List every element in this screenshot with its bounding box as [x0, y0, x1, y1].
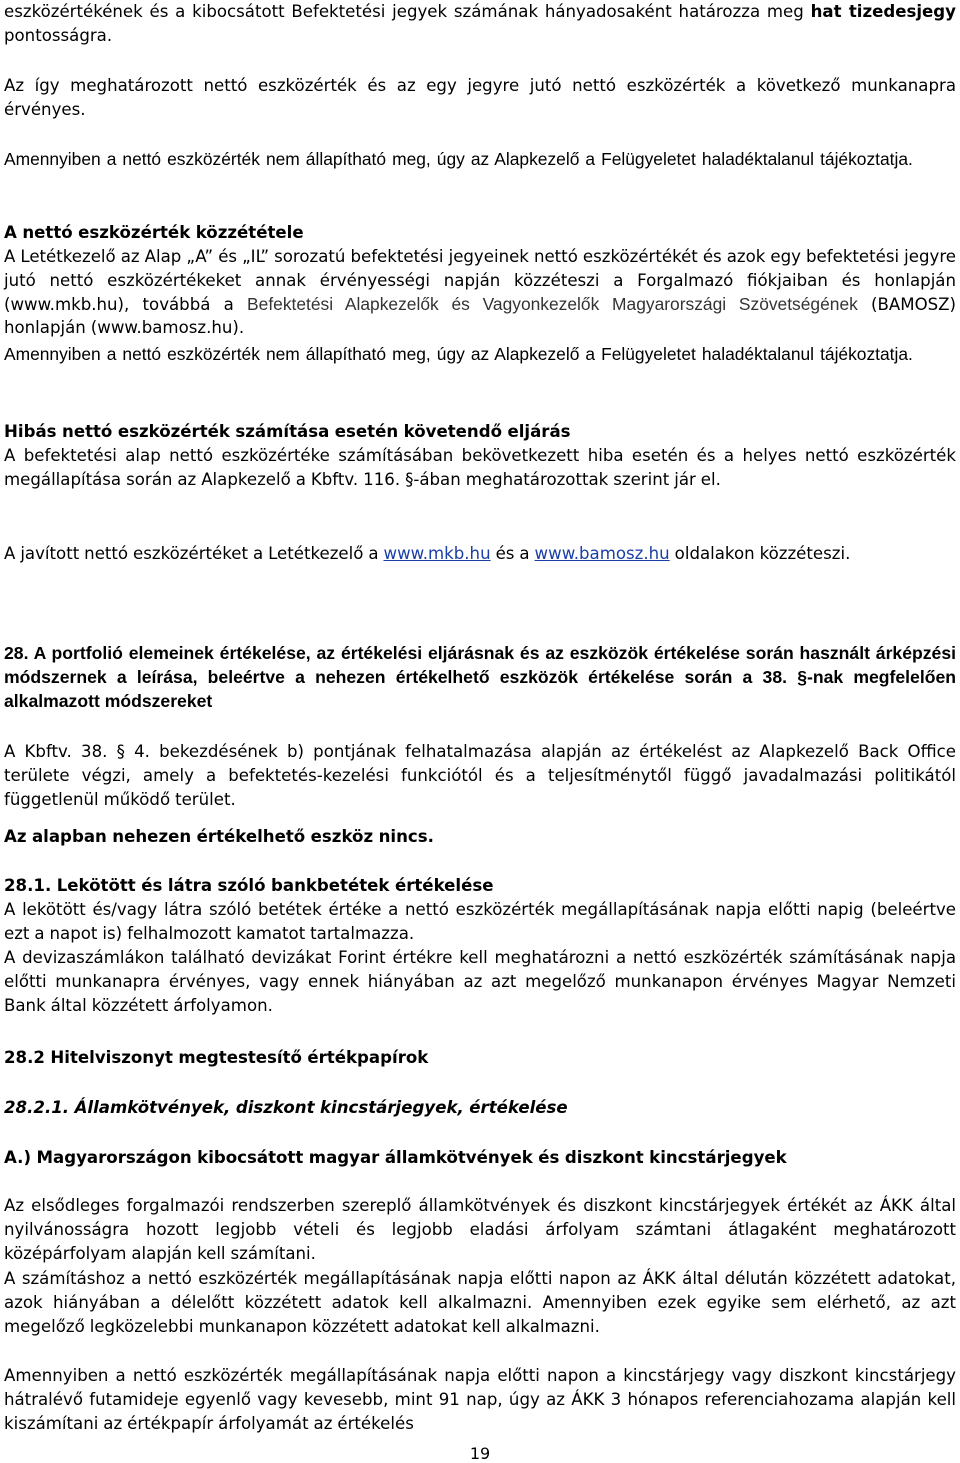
- paragraph-nav-calculation: [4, 0, 956, 48]
- heading-nav-publication: A nettó eszközérték közzététele: [4, 223, 304, 242]
- heading-section-28: 28. A portfolió elemeinek értékelése, az értékelési eljárásnak és az eszközök értékelése során használt árképzési módszernek a leírása, beleértve a nehezen értékelhető eszközök értékelése során a 38. §-nak megfelelően alkalmazott módszereket: [4, 643, 956, 711]
- heading-section-28-1: 28.1. Lekötött és látra szóló bankbetétek értékelése: [4, 876, 494, 895]
- bamosz-link[interactable]: www.bamosz.hu: [534, 544, 670, 563]
- paragraph-text: A javított nettó eszközértéket a Letétkezelő a: [4, 544, 384, 563]
- association-name: Befektetési Alapkezelők és Vagyonkezelők Magyarországi Szövetségének: [247, 293, 858, 314]
- paragraph-text: és a: [490, 544, 535, 563]
- paragraph-short-maturity: Amennyiben a nettó eszközérték megállapításának napja előtti napon a kincstárjegy vagy diszkont kincstárjegy hátralévő futamideje egyenlő vagy kevesebb, mint 91 nap, úgy az ÁKK 3 hónapos referenciahozama alapján kell kiszámítani az értékpapír árfolyamát az értékelés: [4, 1366, 956, 1433]
- mkb-link[interactable]: www.mkb.hu: [383, 544, 491, 563]
- paragraph-fx-accounts: A devizaszámlákon található devizákat Forint értékre kell meghatározni a nettó eszközérték számításának napja előtti munkanapra érvényes, vagy ennek hiányában az azt megelőző munkanapon érvényes Magyar Nemzeti Bank által közzétett árfolyamon.: [4, 948, 956, 1015]
- paragraph-primary-dealer-pricing: Az elsődleges forgalmazói rendszerben szereplő államkötvények és diszkont kincstárjegyek értékét az ÁKK által nyilvánosságra hozott legjobb vételi és legjobb eladási árfolyam számtani átlagaként meghatározott középárfolyam alapján kell számítani.: [4, 1196, 956, 1263]
- paragraph-valuation-authority: A Kbftv. 38. § 4. bekezdésének b) pontjának felhatalmazása alapján az értékelést az Alapkezelő Back Office területe végzi, amely a befektetés-kezelési funkciótól és a teljesítménytől függő javadalmazási politikától függetlenül működő terület.: [4, 742, 956, 809]
- paragraph-akk-data: A számításhoz a nettó eszközérték megállapításának napja előtti napon az ÁKK által délután közzétett adatokat, azok hiányában a délelőtt közzétett adatok kell alkalmazni. Amennyiben ezek egyike sem elérhető, az azt megelőző legközelebbi munkanapon közzétett adatokat kell alkalmazni.: [4, 1269, 956, 1336]
- heading-error-procedure: Hibás nettó eszközérték számítása esetén követendő eljárás: [4, 422, 571, 441]
- paragraph-error-procedure: A befektetési alap nettó eszközértéke számításában bekövetkezett hiba esetén és a helyes nettó eszközérték megállapítása során az Alapkezelő a Kbftv. 116. §-ában meghatározottak szerint jár el.: [4, 446, 956, 489]
- page-number: 19: [469, 1444, 491, 1463]
- paragraph-notify-supervisor: Amennyiben a nettó eszközérték nem állapítható meg, úgy az Alapkezelő a Felügyeletet haladéktalanul tájékoztatja.: [4, 149, 913, 169]
- paragraph-corrected-nav: [4, 542, 956, 566]
- bold-phrase: hat tizedesjegy: [810, 2, 956, 21]
- heading-section-28-2: 28.2 Hitelviszonyt megtestesítő értékpapírok: [4, 1048, 429, 1067]
- paragraph-text: eszközértékének és a kibocsátott Befektetési jegyek számának hányadosaként határozza meg: [4, 2, 811, 21]
- note-no-hard-to-value-assets: Az alapban nehezen értékelhető eszköz nincs.: [4, 827, 434, 846]
- heading-section-a: A.) Magyarországon kibocsátott magyar államkötvények és diszkont kincstárjegyek: [4, 1148, 787, 1167]
- paragraph-deposits: A lekötött és/vagy látra szóló betétek értéke a nettó eszközérték megállapításának napja előtti napig (beleértve ezt a napot is) felhalmozott kamatot tartalmazza.: [4, 900, 956, 943]
- heading-section-28-2-1: 28.2.1. Államkötvények, diszkont kincstárjegyek, értékelése: [4, 1098, 568, 1117]
- paragraph-text: A Letétkezelő az Alap „A” és „IL” sorozatú befektetési jegyeinek nettó eszközértékét és azok egy befektetési jegyre jutó nettó eszközértékeket annak érvényességi napján közzéteszi a Forgalmazó fiókjaiban és honlapján (www.mkb.hu), továbbá a: [4, 247, 956, 314]
- paragraph-nav-publication: [4, 245, 956, 340]
- paragraph-text: (BAMOSZ) honlapján (www.bamosz.hu).: [4, 294, 957, 338]
- paragraph-text: pontosságra.: [4, 25, 113, 45]
- paragraph-notify-supervisor-2: Amennyiben a nettó eszközérték nem állapítható meg, úgy az Alapkezelő a Felügyeletet haladéktalanul tájékoztatja.: [4, 344, 913, 364]
- paragraph-validity: Az így meghatározott nettó eszközérték és az egy jegyre jutó nettó eszközérték a következő munkanapra érvényes.: [4, 76, 956, 119]
- paragraph-text: oldalakon közzéteszi.: [669, 544, 851, 563]
